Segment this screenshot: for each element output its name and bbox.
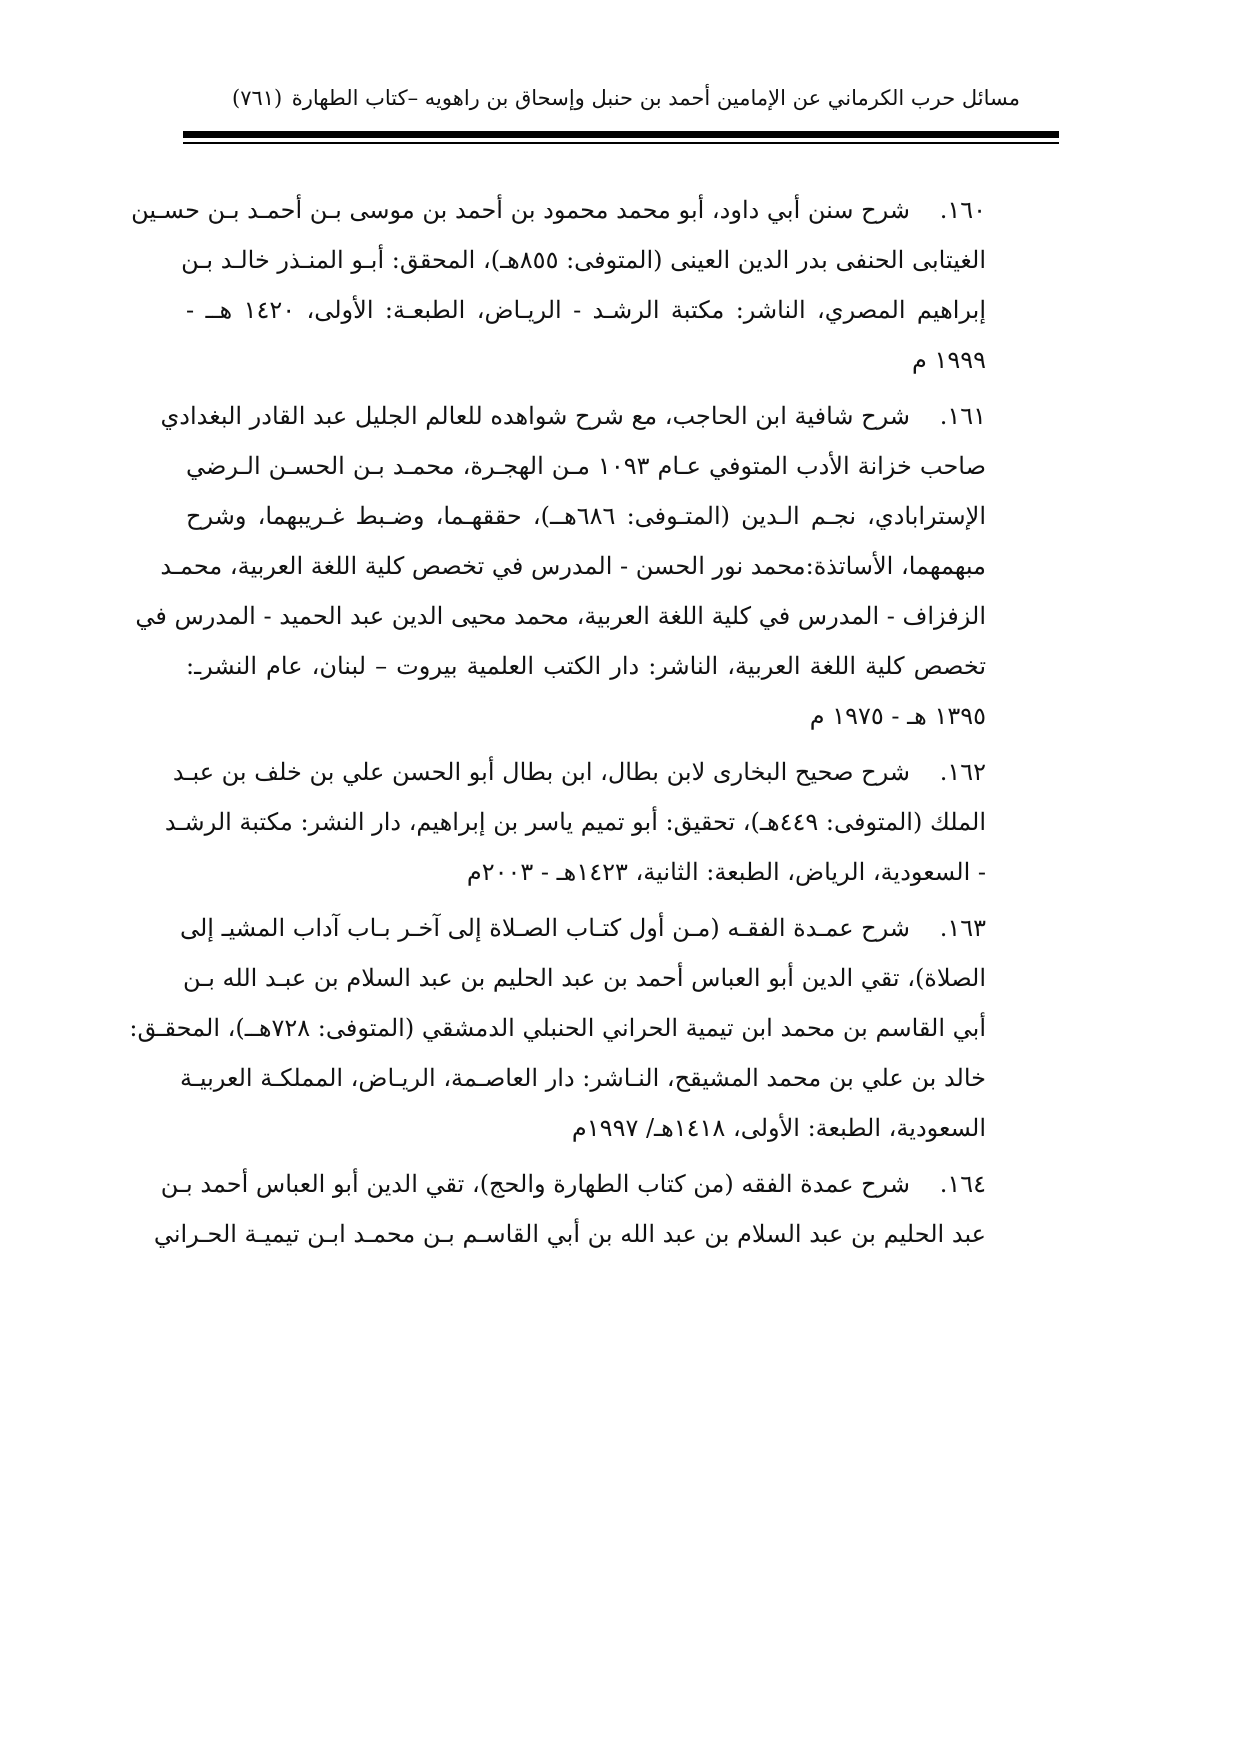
entry-number: ١٦٣. <box>939 914 986 942</box>
entry-line: - السعودية، الرياض، الطبعة: الثانية، ١٤٢٣هـ - ٢٠٠٣م <box>466 858 986 886</box>
entry-line: أبي القاسم بن محمد ابن تيمية الحراني الحنبلي الدمشقي (المتوفى: ٧٢٨هــ)، المحقـق: <box>129 1014 986 1042</box>
entry-text: شرح صحيح البخارى لابن بطال، ابن بطال أبو الحسن علي بن خلف بن عبـد <box>172 758 910 786</box>
entry-line <box>179 903 986 953</box>
entry-number: ١٦١. <box>939 402 986 430</box>
entry-text: شرح سنن أبي داود، أبو محمد محمود بن أحمد بن موسى بـن أحمـد بـن حسـين <box>131 196 910 224</box>
bibliography-entry <box>129 903 986 1153</box>
entry-number: ١٦٤. <box>939 1170 986 1198</box>
entry-line: إبراهيم المصري، الناشر: مكتبة الرشـد - الريـاض، الطبعـة: الأولى، ١٤٢٠ هــ - <box>186 296 986 324</box>
entry-line: خالد بن علي بن محمد المشيقح، النـاشر: دار العاصـمة، الريـاض، المملكـة العربيـة <box>179 1064 986 1092</box>
bibliography-entry <box>131 185 986 385</box>
entry-line: الصلاة)، تقي الدين أبو العباس أحمد بن عبد الحليم بن عبد السلام بن عبـد الله بـن <box>182 964 986 992</box>
page-number: (٧٦١) <box>232 86 283 110</box>
header-title: مسائل حرب الكرماني عن الإمامين أحمد بن حنبل وإسحاق بن راهويه –كتاب الطهارة <box>291 86 1020 110</box>
entry-line: الزفزاف - المدرس في كلية اللغة العربية، محمد محيى الدين عبد الحميد - المدرس في <box>135 602 986 630</box>
page-header <box>232 78 1020 118</box>
entry-line <box>131 185 986 235</box>
entry-line: تخصص كلية اللغة العربية، الناشر: دار الكتب العلمية بيروت – لبنان، عام النشرـ: <box>186 652 986 680</box>
header-rule-thick <box>183 131 1059 138</box>
entry-line: السعودية، الطبعة: الأولى، ١٤١٨هـ/ ١٩٩٧م <box>571 1114 986 1142</box>
entry-number: ١٦٠. <box>939 196 986 224</box>
bibliography-list <box>129 185 987 1265</box>
entry-line: الملك (المتوفى: ٤٤٩هـ)، تحقيق: أبو تميم ياسر بن إبراهيم، دار النشر: مكتبة الرشـد <box>164 808 986 836</box>
entry-line <box>160 1159 986 1209</box>
entry-line: عبد الحليم بن عبد السلام بن عبد الله بن أبي القاسـم بـن محمـد ابـن تيميـة الحـراني <box>153 1220 986 1248</box>
entry-line: الإسترابادي، نجـم الـدين (المتـوفى: ٦٨٦هــ)، حققهـما، وضـبط غـريبهما، وشرح <box>186 502 987 530</box>
entry-line: ١٩٩٩ م <box>911 346 986 374</box>
entry-line: ١٣٩٥ هـ - ١٩٧٥ م <box>809 702 986 730</box>
entry-line: صاحب خزانة الأدب المتوفي عـام ١٠٩٣ مـن الهجـرة، محمـد بـن الحسـن الـرضي <box>186 452 986 480</box>
header-rule-thin <box>183 142 1059 144</box>
entry-number: ١٦٢. <box>939 758 986 786</box>
entry-text: شرح عمـدة الفقـه (مـن أول كتـاب الصـلاة إلى آخـر بـاب آداب المشيـ إلى <box>179 914 910 942</box>
entry-text: شرح شافية ابن الحاجب، مع شرح شواهده للعالم الجليل عبد القادر البغدادي <box>160 402 910 430</box>
entry-line <box>160 391 986 441</box>
entry-line: الغيتابى الحنفى بدر الدين العينى (المتوفى: ٨٥٥هـ)، المحقق: أبـو المنـذر خالـد بـن <box>181 246 986 274</box>
entry-line <box>172 747 986 797</box>
bibliography-entry <box>153 1159 986 1259</box>
entry-line: مبهمهما، الأساتذة:محمد نور الحسن - المدرس في تخصص كلية اللغة العربية، محمـد <box>160 552 986 580</box>
entry-text: شرح عمدة الفقه (من كتاب الطهارة والحج)، تقي الدين أبو العباس أحمد بـن <box>160 1170 910 1198</box>
bibliography-entry <box>164 747 986 897</box>
bibliography-entry <box>135 391 987 741</box>
